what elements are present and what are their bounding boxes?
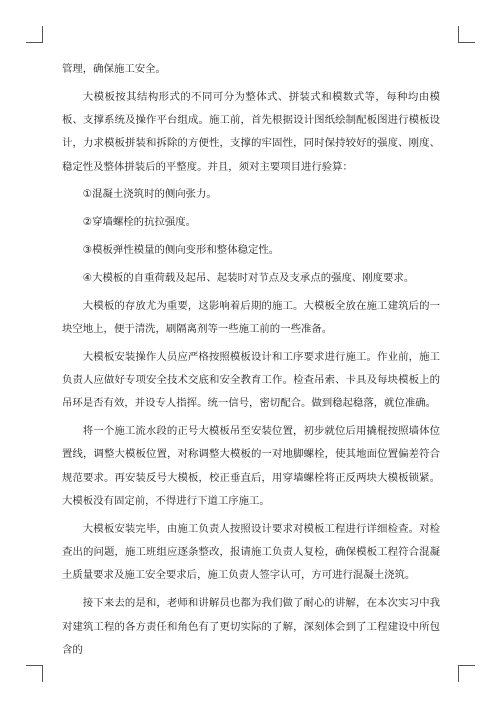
paragraph: 大模板的存放尤为重要，这影响着后期的施工。大模板全放在施工建筑后的一块空地上，便于清洗，刷隔离剂等一些施工前的一些准备。 (62, 299, 440, 335)
list-item: ④大模板的自重荷载及起吊、起装时对节点及支承点的强度、刚度要求。 (82, 271, 415, 284)
paragraph: 大模板按其结构形式的不同可分为整体式、拼装式和模数式等，每种均由模板、支撑系统及操作平台组成。施工前，首先根据设计图纸绘制配板图进行模板设计，力求模板拼装和拆除的方便性，支撑的牢固性，同时保持较好的强度、刚度、稳定性及整体拼装后的平整度。并且，须对主要项目进行验算： (62, 90, 440, 173)
paragraph: 管理，确保施工安全。 (62, 63, 166, 75)
paragraph: 大模板安装操作人员应严格按照模板设计和工序要求进行施工。作业前，施工负责人应做好专项安全技术交底和安全教育工作。检查吊索、卡具及每块模板上的吊环是否有效，并设专人指挥。统一信号，密切配合。做到稳起稳落，就位准确。 (62, 350, 440, 410)
crop-mark-bottom-left (26, 665, 43, 682)
list-item: ③模板弹性模量的侧向变形和整体稳定性。 (82, 244, 280, 257)
paragraph: 将一个施工流水段的正号大模板吊至安装位置，初步就位后用撬棍按照墙体位置线，调整大模板位置，对称调整大模板的一对地脚螺栓，使其地面位置偏差符合规范要求。再安装反号大模板，校正垂直后，用穿墙螺栓将正反两块大模板锁紧。大模板没有固定前，不得进行下道工序施工。 (62, 425, 440, 508)
document-body (62, 58, 440, 667)
crop-mark-top-left (26, 26, 43, 43)
crop-mark-bottom-right (458, 665, 475, 682)
list-item: ①混凝土浇筑时的侧向张力。 (82, 188, 217, 201)
crop-mark-top-right (458, 26, 475, 43)
paragraph: 接下来去的是和，老师和讲解员也都为我们做了耐心的讲解，在本次实习中我对建筑工程的各方责任和角色有了更切实际的了解，深刻体会到了工程建设中所包含的 (62, 597, 440, 656)
paragraph: 大模板安装完毕，由施工负责人按照设计要求对模板工程进行详细检查。对检查出的问题，施工班组应逐条整改，报请施工负责人复检，确保模板工程符合混凝土质量要求及施工安全要求后，施工负责人签字认可，方可进行混凝土浇筑。 (62, 522, 440, 582)
list-item: ②穿墙螺栓的抗拉强度。 (82, 216, 197, 229)
